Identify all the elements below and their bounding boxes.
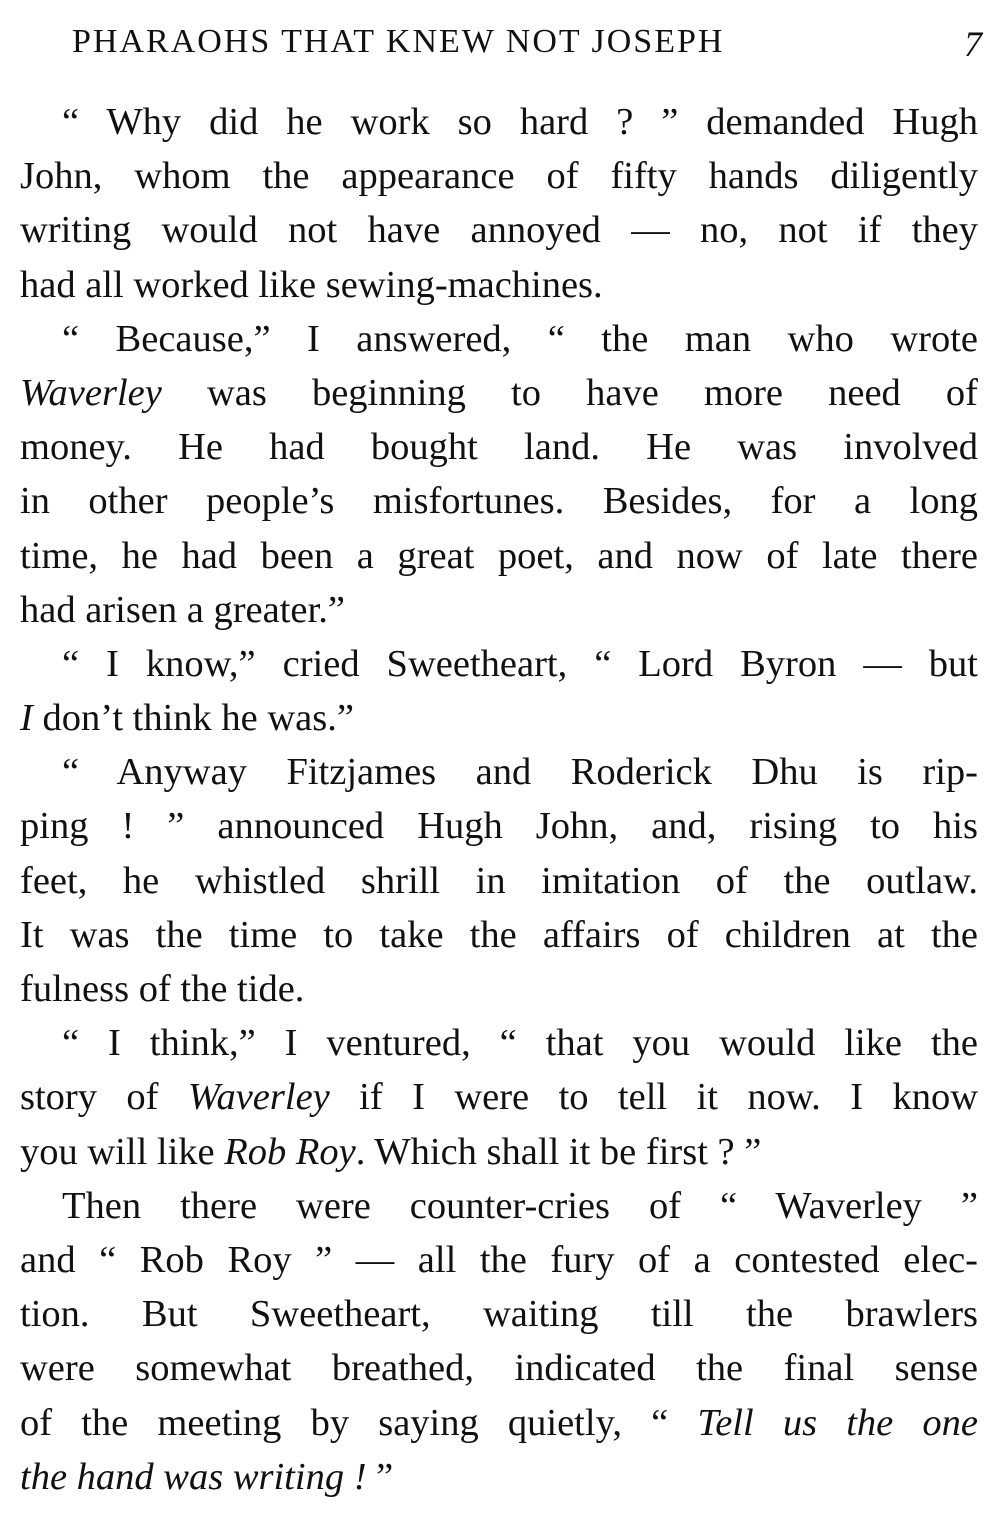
body-text xyxy=(20,95,978,1504)
running-header xyxy=(72,20,984,64)
text-line: tion. But Sweetheart, waiting till the brawlers xyxy=(20,1293,978,1336)
text-line: John, whom the appearance of fifty hands diligently xyxy=(20,155,978,198)
paragraph xyxy=(20,745,978,1016)
book-title: Rob Roy xyxy=(224,1130,356,1173)
text-line: ping ! ” announced Hugh John, and, rising to his xyxy=(20,805,978,848)
text-line: you will like Rob Roy. Which shall it be first ? ” xyxy=(20,1130,762,1173)
paragraph xyxy=(20,95,978,312)
text-line: feet, he whistled shrill in imitation of the outlaw. xyxy=(20,859,978,902)
text-line: “ Anyway Fitzjames and Roderick Dhu is rip- xyxy=(62,751,978,794)
paragraph xyxy=(20,1016,978,1179)
text-line: and “ Rob Roy ” — all the fury of a contested elec- xyxy=(20,1238,978,1281)
text-line: Waverley was beginning to have more need of xyxy=(20,371,978,414)
emphasis: I xyxy=(20,697,33,740)
text-line: “ Why did he work so hard ? ” demanded Hugh xyxy=(62,101,978,143)
text-line: had arisen a greater.” xyxy=(20,588,345,631)
book-title: Waverley xyxy=(20,371,162,414)
paragraph xyxy=(20,1179,978,1504)
emphasis: Tell us the one xyxy=(697,1401,979,1444)
text-line: I don’t think he was.” xyxy=(20,697,354,740)
text-line: the hand was writing ! ” xyxy=(20,1455,394,1498)
text-line: were somewhat breathed, indicated the final sense xyxy=(20,1347,978,1390)
text-line: Then there were counter-cries of “ Waverley ” xyxy=(62,1184,978,1227)
text-line: story of Waverley if I were to tell it now. I know xyxy=(20,1076,978,1119)
emphasis: the hand was writing ! xyxy=(20,1455,367,1498)
text-line: It was the time to take the affairs of children at the xyxy=(20,913,978,956)
text-line: in other people’s misfortunes. Besides, for a long xyxy=(20,480,978,523)
running-title: PHARAOHS THAT KNEW NOT JOSEPH xyxy=(72,23,725,60)
text-line: “ I think,” I ventured, “ that you would like the xyxy=(62,1022,978,1065)
paragraph xyxy=(20,312,978,637)
page-number: 7 xyxy=(964,24,984,64)
text-line: time, he had been a great poet, and now of late there xyxy=(20,534,978,577)
text-line: writing would not have annoyed — no, not if they xyxy=(20,209,978,252)
text-line: fulness of the tide. xyxy=(20,968,305,1010)
text-line: of the meeting by saying quietly, “ Tell us the one xyxy=(20,1401,979,1444)
text-line: had all worked like sewing-machines. xyxy=(20,263,603,306)
book-title: Waverley xyxy=(187,1076,330,1119)
text-line: money. He had bought land. He was involved xyxy=(20,426,978,469)
text-line: “ Because,” I answered, “ the man who wrote xyxy=(62,317,978,360)
text-line: “ I know,” cried Sweetheart, “ Lord Byron — but xyxy=(62,642,978,685)
paragraph xyxy=(20,637,978,745)
